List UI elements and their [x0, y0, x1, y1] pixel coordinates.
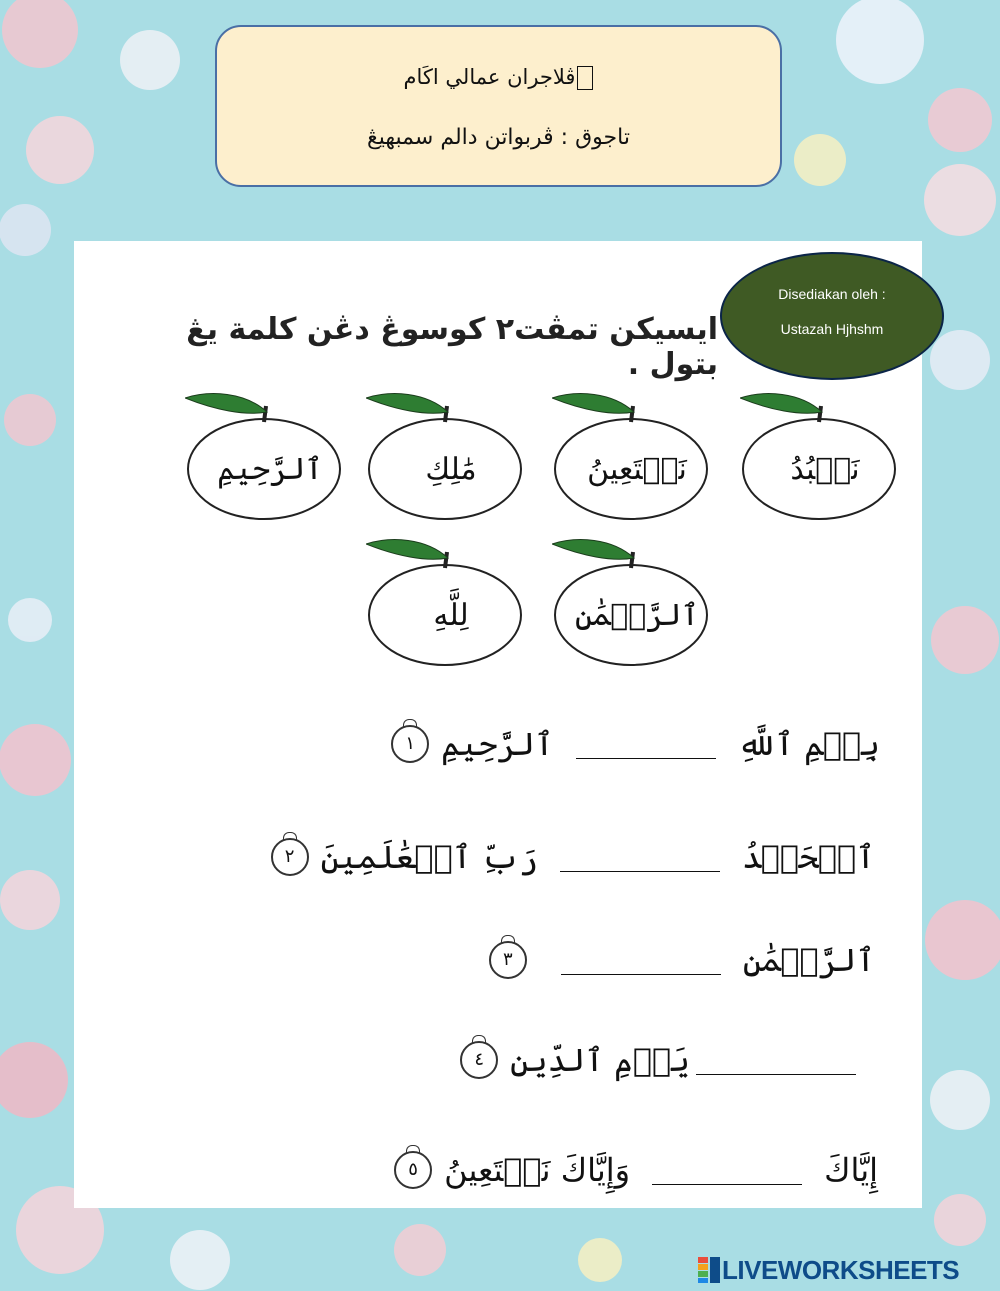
verse-row — [271, 835, 875, 887]
apple-word-card[interactable] — [366, 538, 536, 668]
apple-word-card[interactable] — [185, 392, 355, 522]
verse-row — [489, 938, 875, 990]
header-box — [215, 25, 782, 187]
apple-word-card[interactable] — [740, 392, 910, 522]
apple-word-card[interactable] — [552, 538, 722, 668]
liveworksheets-logo[interactable] — [698, 1255, 959, 1285]
ayah-number-marker: ٣ — [489, 941, 527, 979]
answer-blank[interactable] — [696, 1044, 856, 1075]
verse-text-after: ٱلرَّحِيمِ — [441, 724, 554, 763]
ayah-number-marker: ٥ — [394, 1151, 432, 1189]
verse-row — [394, 1148, 878, 1200]
verse-row — [391, 722, 880, 774]
header-title: ڤلاجران عمالي اكَام — [403, 65, 576, 89]
verse-row — [460, 1038, 878, 1090]
apple-word-card[interactable] — [366, 392, 536, 522]
verse-text-after: رَبِّ ٱلۡعَٰلَمِينَ — [320, 837, 538, 876]
verse-text-before: إِيَّاكَ — [824, 1150, 878, 1189]
ayah-number-marker: ١ — [391, 725, 429, 763]
word-bank-item: نَعۡبُدُ — [790, 452, 860, 487]
answer-blank[interactable] — [561, 944, 721, 975]
liveworksheets-logo-icon — [698, 1257, 720, 1283]
badge-prepared-by: Disediakan oleh : — [778, 286, 886, 302]
header-topic: تاجوق : ڤربواتن دالم سمبهيڠ — [367, 125, 630, 150]
verse-text-after: وَإِيَّاكَ نَسۡتَعِينُ — [444, 1150, 631, 1189]
verse-text-before: بِسۡمِ ٱللَّهِ — [737, 724, 880, 763]
verse-text-before: ٱلرَّحۡمَٰنِ — [742, 940, 875, 979]
word-bank-item: لِلَّهِ — [433, 598, 469, 633]
answer-blank[interactable] — [560, 841, 720, 872]
verse-text-before: ٱلۡحَمۡدُ — [741, 837, 875, 876]
badge-author-name: Ustazah Hjhshm — [780, 321, 884, 337]
word-bank-item: نَسۡتَعِينُ — [587, 452, 687, 487]
word-bank-item: ٱلرَّحۡمَٰنِ — [575, 598, 699, 633]
answer-blank[interactable] — [576, 728, 716, 759]
verse-text-after: يَوۡمِ ٱلدِّينِ — [510, 1040, 690, 1079]
word-bank-item: ٱلرَّحِيمِ — [217, 452, 323, 487]
ayah-number-marker: ٢ — [271, 838, 309, 876]
apple-word-card[interactable] — [552, 392, 722, 522]
checkbox-glyph — [577, 66, 593, 90]
ayah-number-marker: ٤ — [460, 1041, 498, 1079]
logo-text: LIVEWORKSHEETS — [722, 1255, 960, 1285]
header-title-row — [217, 65, 780, 90]
instruction-text: ايسيكن تمڤت٢ كوسوڠ دڠن كلمة يڠ بتول . — [186, 312, 718, 382]
word-bank-item: مَٰلِكِ — [425, 452, 477, 487]
author-badge — [720, 252, 944, 380]
answer-blank[interactable] — [652, 1154, 802, 1185]
